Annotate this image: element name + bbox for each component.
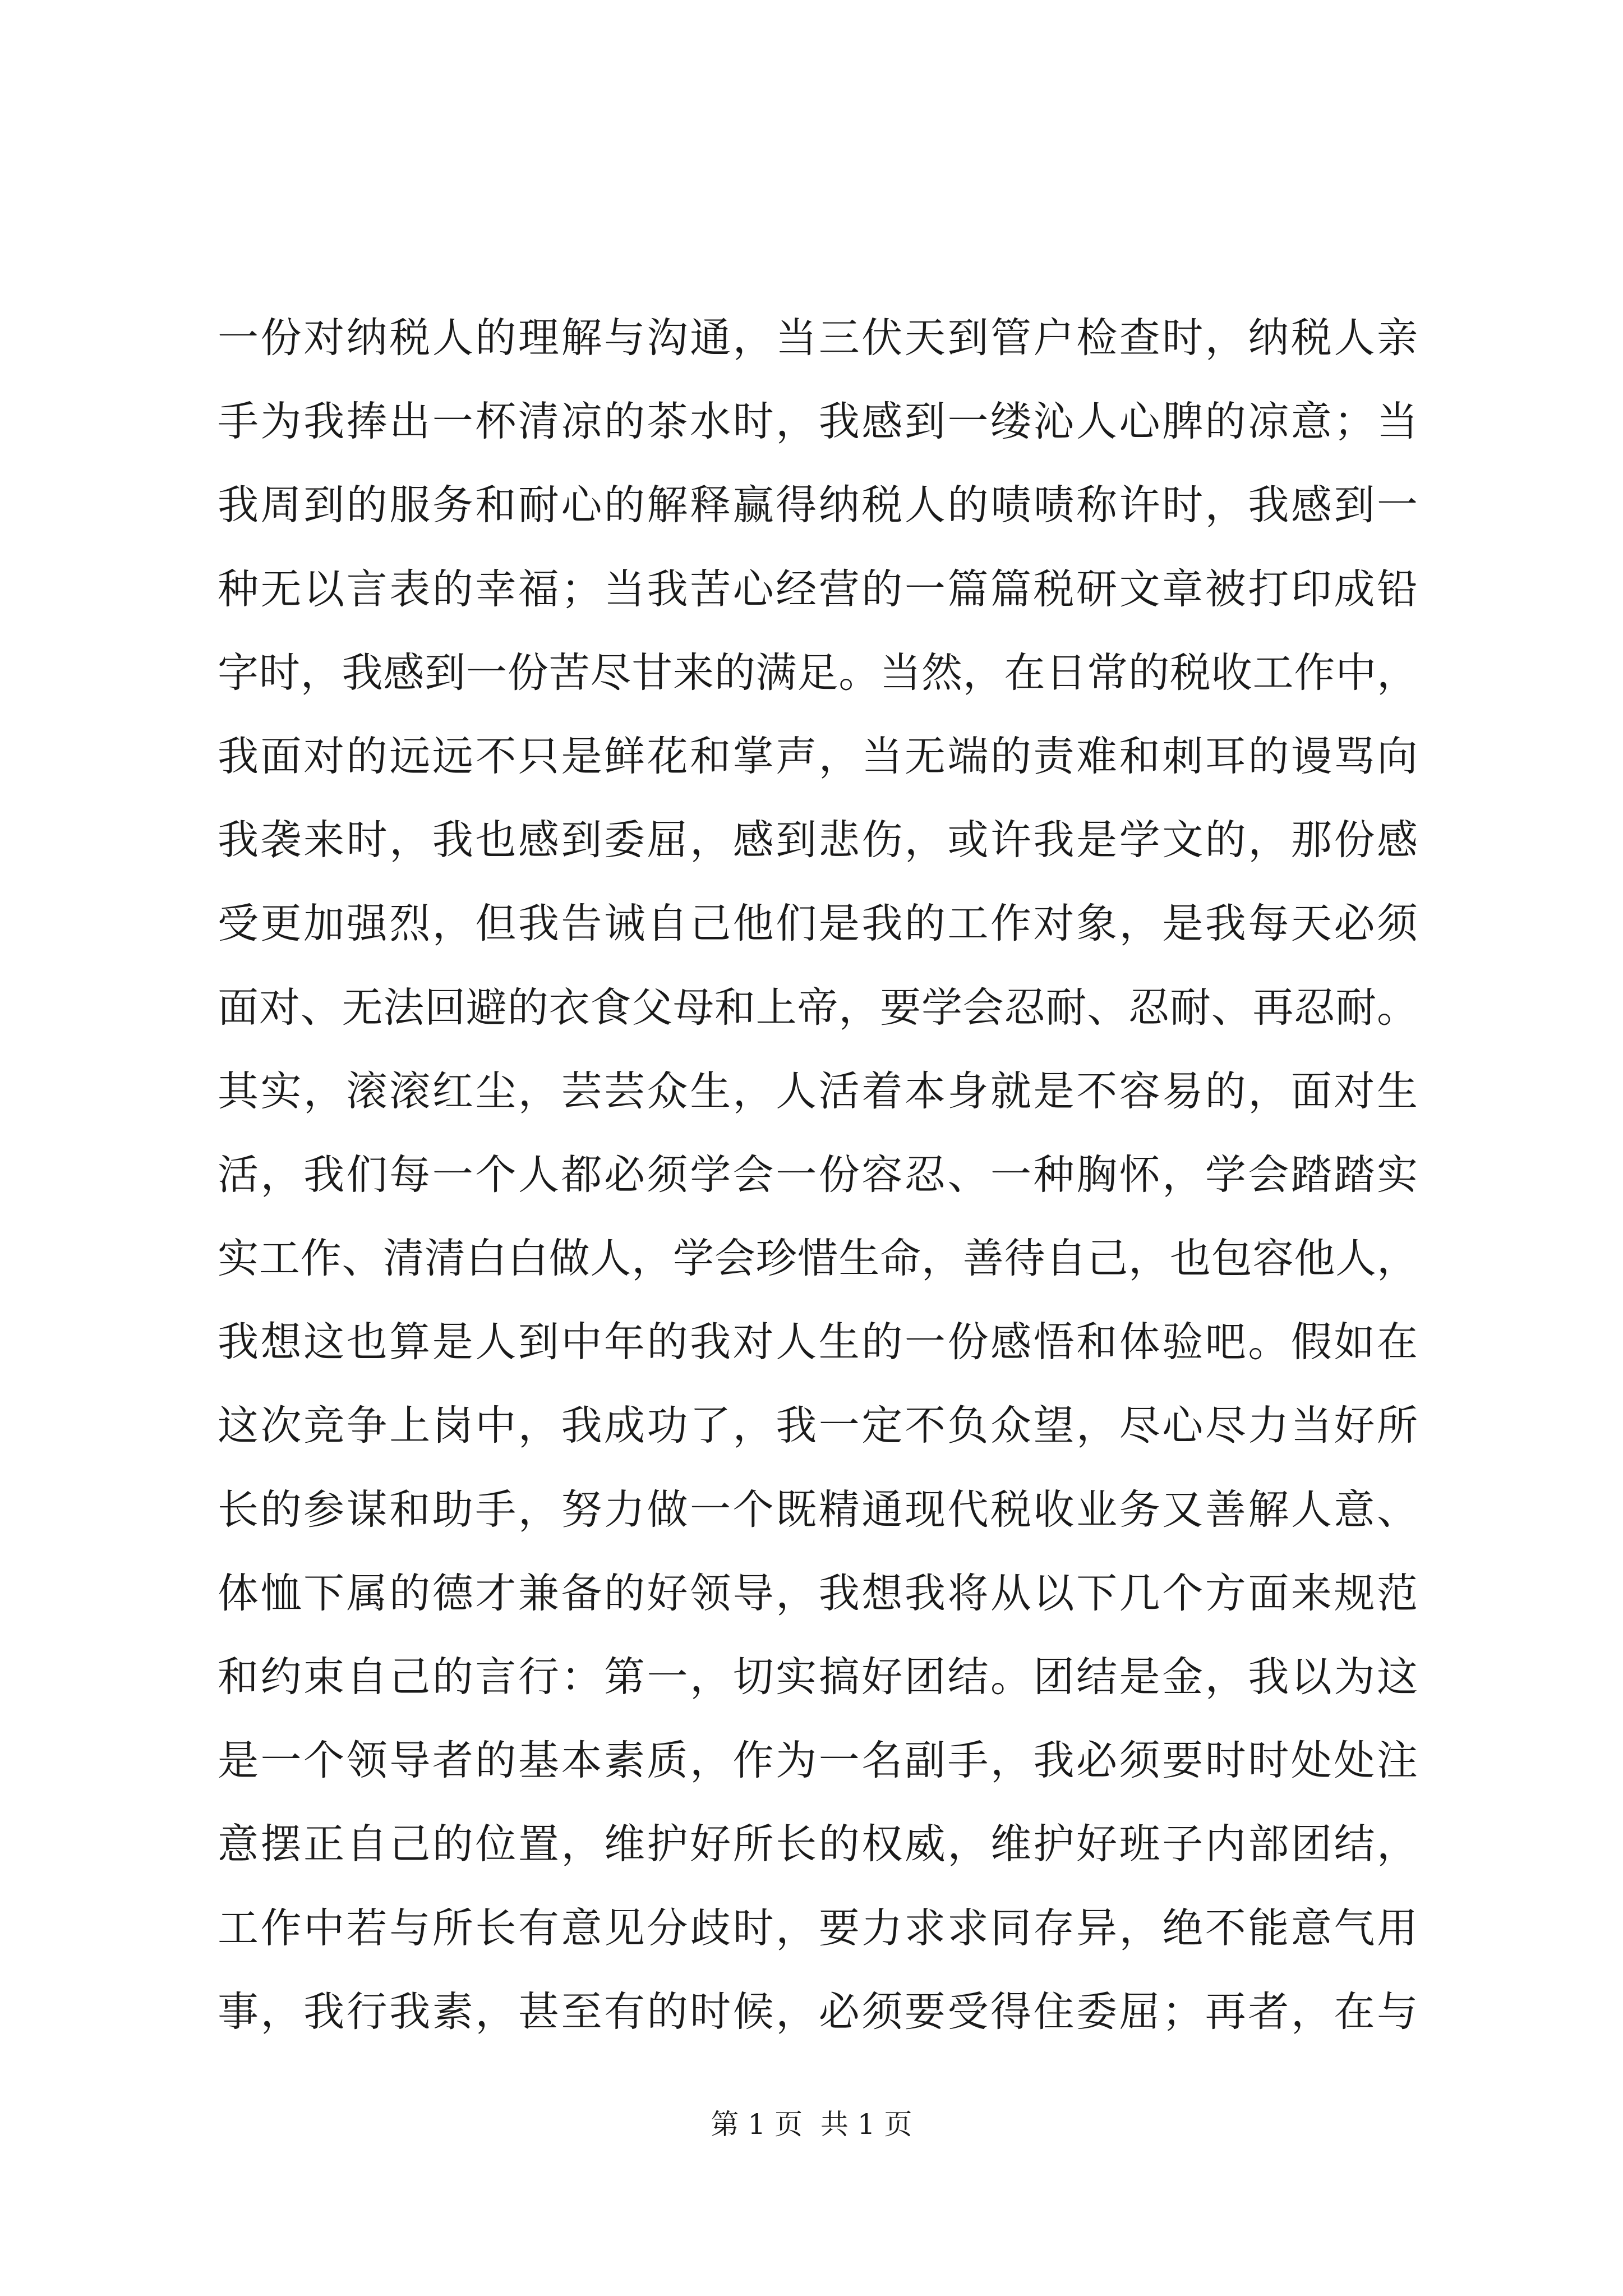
text-line: 我周到的服务和耐心的解释赢得纳税人的啧啧称许时，我感到一 [218, 481, 1418, 530]
text-line: 体恤下属的德才兼备的好领导，我想我将从以下几个方面来规范 [218, 1569, 1418, 1617]
text-line: 面对、无法回避的衣食父母和上帝，要学会忍耐、忍耐、再忍耐。 [218, 983, 1418, 1032]
text-line: 我想这也算是人到中年的我对人生的一份感悟和体验吧。假如在 [218, 1318, 1418, 1366]
text-line: 事，我行我素，甚至有的时候，必须要受得住委屈；再者，在与 [218, 1987, 1418, 2036]
text-line: 受更加强烈，但我告诫自己他们是我的工作对象，是我每天必须 [218, 900, 1418, 948]
text-line: 种无以言表的幸福；当我苦心经营的一篇篇税研文章被打印成铅 [218, 565, 1418, 613]
text-line: 这次竞争上岗中，我成功了，我一定不负众望，尽心尽力当好所 [218, 1402, 1418, 1450]
text-line: 一份对纳税人的理解与沟通，当三伏天到管户检查时，纳税人亲 [218, 314, 1418, 362]
text-line: 实工作、清清白白做人，学会珍惜生命，善待自己，也包容他人， [218, 1235, 1418, 1283]
text-line: 字时，我感到一份苦尽甘来的满足。当然，在日常的税收工作中， [218, 648, 1418, 697]
text-line: 意摆正自己的位置，维护好所长的权威，维护好班子内部团结， [218, 1820, 1418, 1869]
page-number-footer: 第 1 页 共 1 页 [711, 2108, 912, 2141]
body-text [218, 296, 1418, 2054]
text-line: 我袭来时，我也感到委屈，感到悲伤，或许我是学文的，那份感 [218, 816, 1418, 864]
text-line: 我面对的远远不只是鲜花和掌声，当无端的责难和刺耳的谩骂向 [218, 732, 1418, 780]
text-line: 和约束自己的言行：第一，切实搞好团结。团结是金，我以为这 [218, 1653, 1418, 1701]
text-line: 活，我们每一个人都必须学会一份容忍、一种胸怀，学会踏踏实 [218, 1151, 1418, 1199]
text-line: 其实，滚滚红尘，芸芸众生，人活着本身就是不容易的，面对生 [218, 1067, 1418, 1115]
text-line: 手为我捧出一杯清凉的茶水时，我感到一缕沁人心脾的凉意；当 [218, 398, 1418, 446]
text-line: 长的参谋和助手，努力做一个既精通现代税收业务又善解人意、 [218, 1485, 1418, 1534]
text-line: 工作中若与所长有意见分歧时，要力求求同存异，绝不能意气用 [218, 1904, 1418, 1952]
text-line: 是一个领导者的基本素质，作为一名副手，我必须要时时处处注 [218, 1737, 1418, 1785]
